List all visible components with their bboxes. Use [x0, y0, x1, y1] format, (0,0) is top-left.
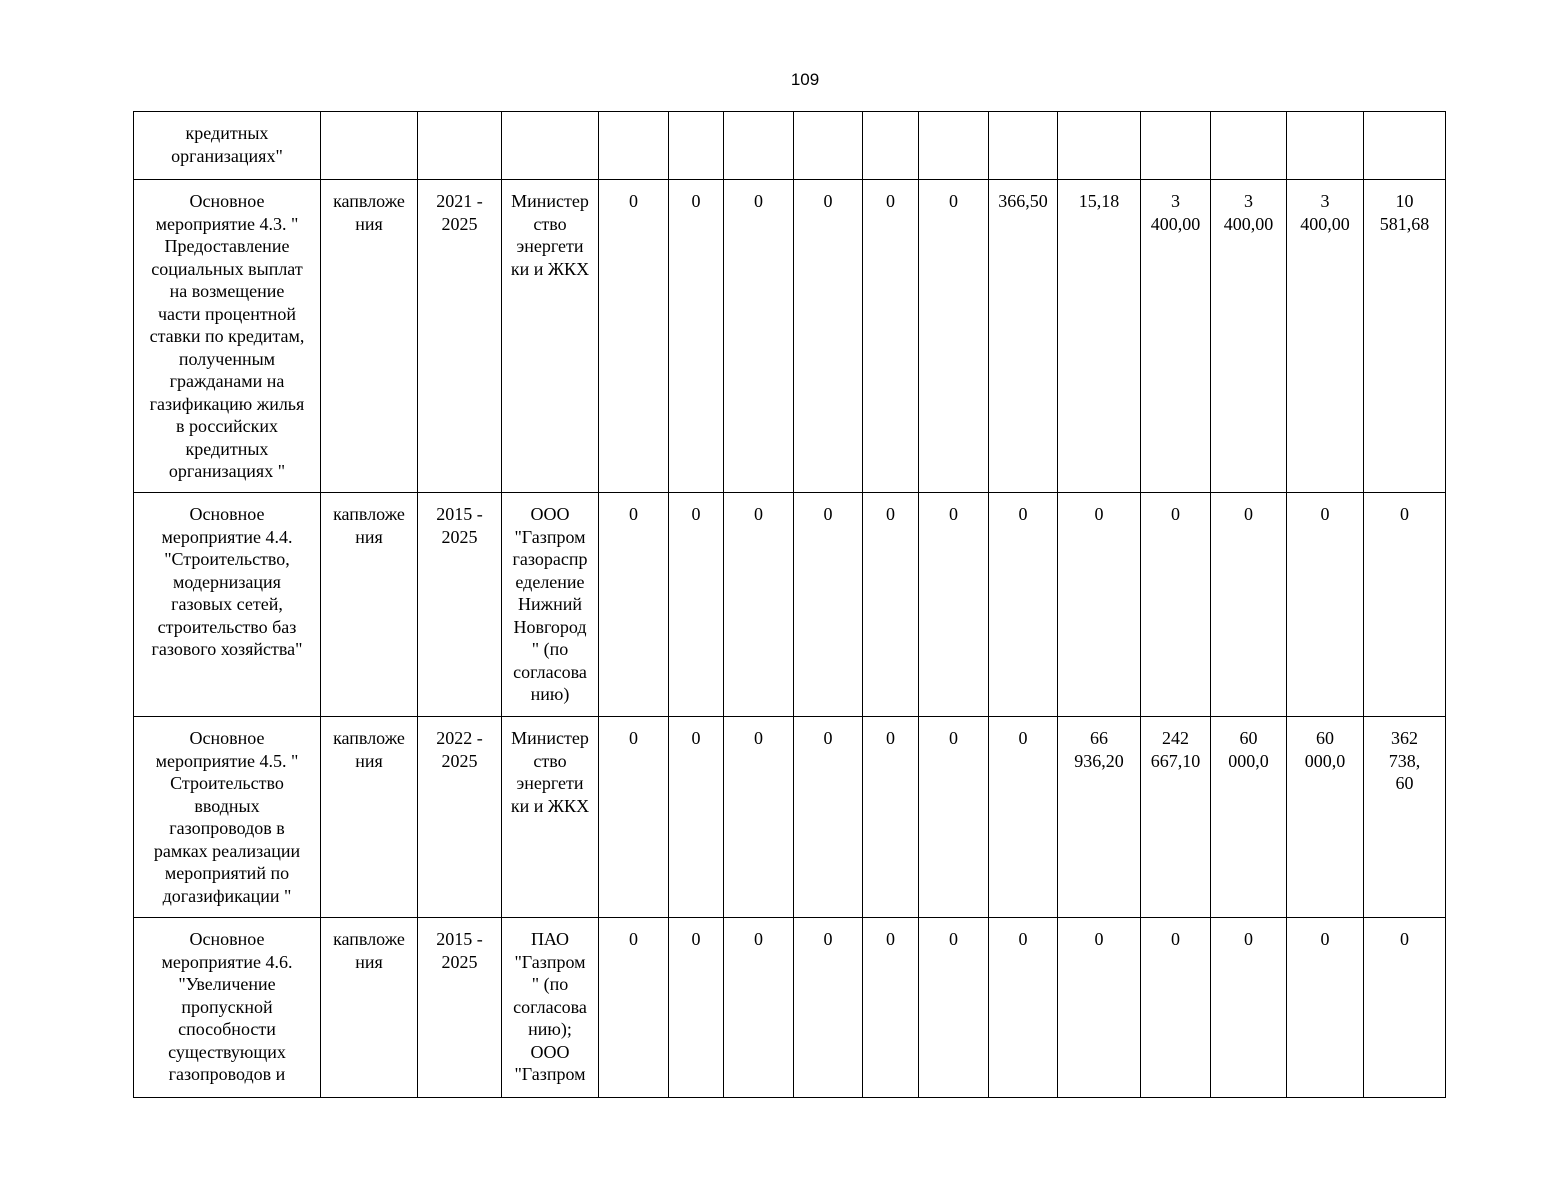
table-cell: 0 — [919, 918, 989, 1098]
table-cell: 0 — [919, 717, 989, 918]
table-cell: 0 — [794, 180, 863, 493]
table-row — [134, 918, 1446, 1098]
table-cell — [599, 112, 669, 180]
table-cell — [1364, 112, 1446, 180]
table-cell: 2021 - 2025 — [418, 180, 502, 493]
table-row — [134, 493, 1446, 717]
table-cell: 0 — [1141, 493, 1211, 717]
table-cell: 66 936,20 — [1058, 717, 1141, 918]
table-cell: 0 — [724, 493, 794, 717]
row-title-cell: кредитных организациях" — [134, 112, 321, 180]
table-cell: 0 — [794, 717, 863, 918]
table-cell — [1287, 112, 1364, 180]
table-row — [134, 180, 1446, 493]
table-cell: 0 — [599, 717, 669, 918]
table-cell: 0 — [669, 918, 724, 1098]
table-cell: 0 — [863, 180, 919, 493]
table-cell: 0 — [724, 918, 794, 1098]
table-cell: 60 000,0 — [1211, 717, 1287, 918]
table-cell: Министер ство энергети ки и ЖКХ — [502, 717, 599, 918]
row-title-cell: Основное мероприятие 4.4. "Строительство, модернизация газовых сетей, строительство баз газового хозяйства" — [134, 493, 321, 717]
table-cell: 366,50 — [989, 180, 1058, 493]
table-cell: 0 — [669, 493, 724, 717]
table-cell: 0 — [1287, 493, 1364, 717]
table-cell: 0 — [599, 918, 669, 1098]
table-cell: капвложе ния — [321, 180, 418, 493]
table-row — [134, 717, 1446, 918]
table-cell — [1211, 112, 1287, 180]
table-cell: 0 — [669, 717, 724, 918]
table-cell: капвложе ния — [321, 717, 418, 918]
table-cell — [724, 112, 794, 180]
table-cell: 0 — [794, 493, 863, 717]
table-cell: Министер ство энергети ки и ЖКХ — [502, 180, 599, 493]
table-cell — [1058, 112, 1141, 180]
table-cell: 0 — [919, 493, 989, 717]
table-cell — [794, 112, 863, 180]
table-cell: 2015 - 2025 — [418, 493, 502, 717]
table-cell — [863, 112, 919, 180]
table-cell: капвложе ния — [321, 493, 418, 717]
table-cell: 0 — [863, 717, 919, 918]
table-cell: ПАО "Газпром " (по согласова нию); ООО "Газпром — [502, 918, 599, 1098]
table-cell: 0 — [989, 918, 1058, 1098]
table-cell — [919, 112, 989, 180]
table-cell: капвложе ния — [321, 918, 418, 1098]
page-number: 109 — [790, 70, 820, 89]
budget-table — [133, 111, 1446, 1098]
table-cell: 0 — [724, 180, 794, 493]
table-cell — [418, 112, 502, 180]
table-cell: 362 738, 60 — [1364, 717, 1446, 918]
table-cell: 0 — [1364, 493, 1446, 717]
table-cell: 0 — [1364, 918, 1446, 1098]
table-cell: ООО "Газпром газораспр еделение Нижний Новгород " (по согласова нию) — [502, 493, 599, 717]
table-cell: 0 — [1058, 918, 1141, 1098]
table-cell: 0 — [599, 180, 669, 493]
table-cell — [669, 112, 724, 180]
table-cell: 2015 - 2025 — [418, 918, 502, 1098]
table-cell: 0 — [863, 918, 919, 1098]
table-row — [134, 112, 1446, 180]
table-cell: 3 400,00 — [1287, 180, 1364, 493]
table-cell — [989, 112, 1058, 180]
row-title-cell: Основное мероприятие 4.6. "Увеличение пропускной способности существующих газопроводов и — [134, 918, 321, 1098]
table-cell: 0 — [724, 717, 794, 918]
table-cell — [321, 112, 418, 180]
row-title-cell: Основное мероприятие 4.5. " Строительство вводных газопроводов в рамках реализации мероприятий по догазификации " — [134, 717, 321, 918]
table-cell: 0 — [1058, 493, 1141, 717]
table-cell: 0 — [919, 180, 989, 493]
table-cell: 0 — [989, 717, 1058, 918]
table-cell: 3 400,00 — [1211, 180, 1287, 493]
table-cell — [1141, 112, 1211, 180]
table-cell: 0 — [1287, 918, 1364, 1098]
table-cell: 0 — [1211, 918, 1287, 1098]
table-cell — [502, 112, 599, 180]
table-cell: 0 — [863, 493, 919, 717]
table-cell: 0 — [1141, 918, 1211, 1098]
table-cell: 0 — [794, 918, 863, 1098]
table-cell: 0 — [669, 180, 724, 493]
table-cell: 60 000,0 — [1287, 717, 1364, 918]
table-cell: 3 400,00 — [1141, 180, 1211, 493]
table-cell: 10 581,68 — [1364, 180, 1446, 493]
table-cell: 242 667,10 — [1141, 717, 1211, 918]
table-cell: 0 — [1211, 493, 1287, 717]
table-cell: 0 — [989, 493, 1058, 717]
table-cell: 2022 - 2025 — [418, 717, 502, 918]
table-cell: 0 — [599, 493, 669, 717]
row-title-cell: Основное мероприятие 4.3. " Предоставление социальных выплат на возмещение части процентной ставки по кредитам, полученным гражданами на газификацию жилья в российских кредитных организациях " — [134, 180, 321, 493]
table-cell: 15,18 — [1058, 180, 1141, 493]
